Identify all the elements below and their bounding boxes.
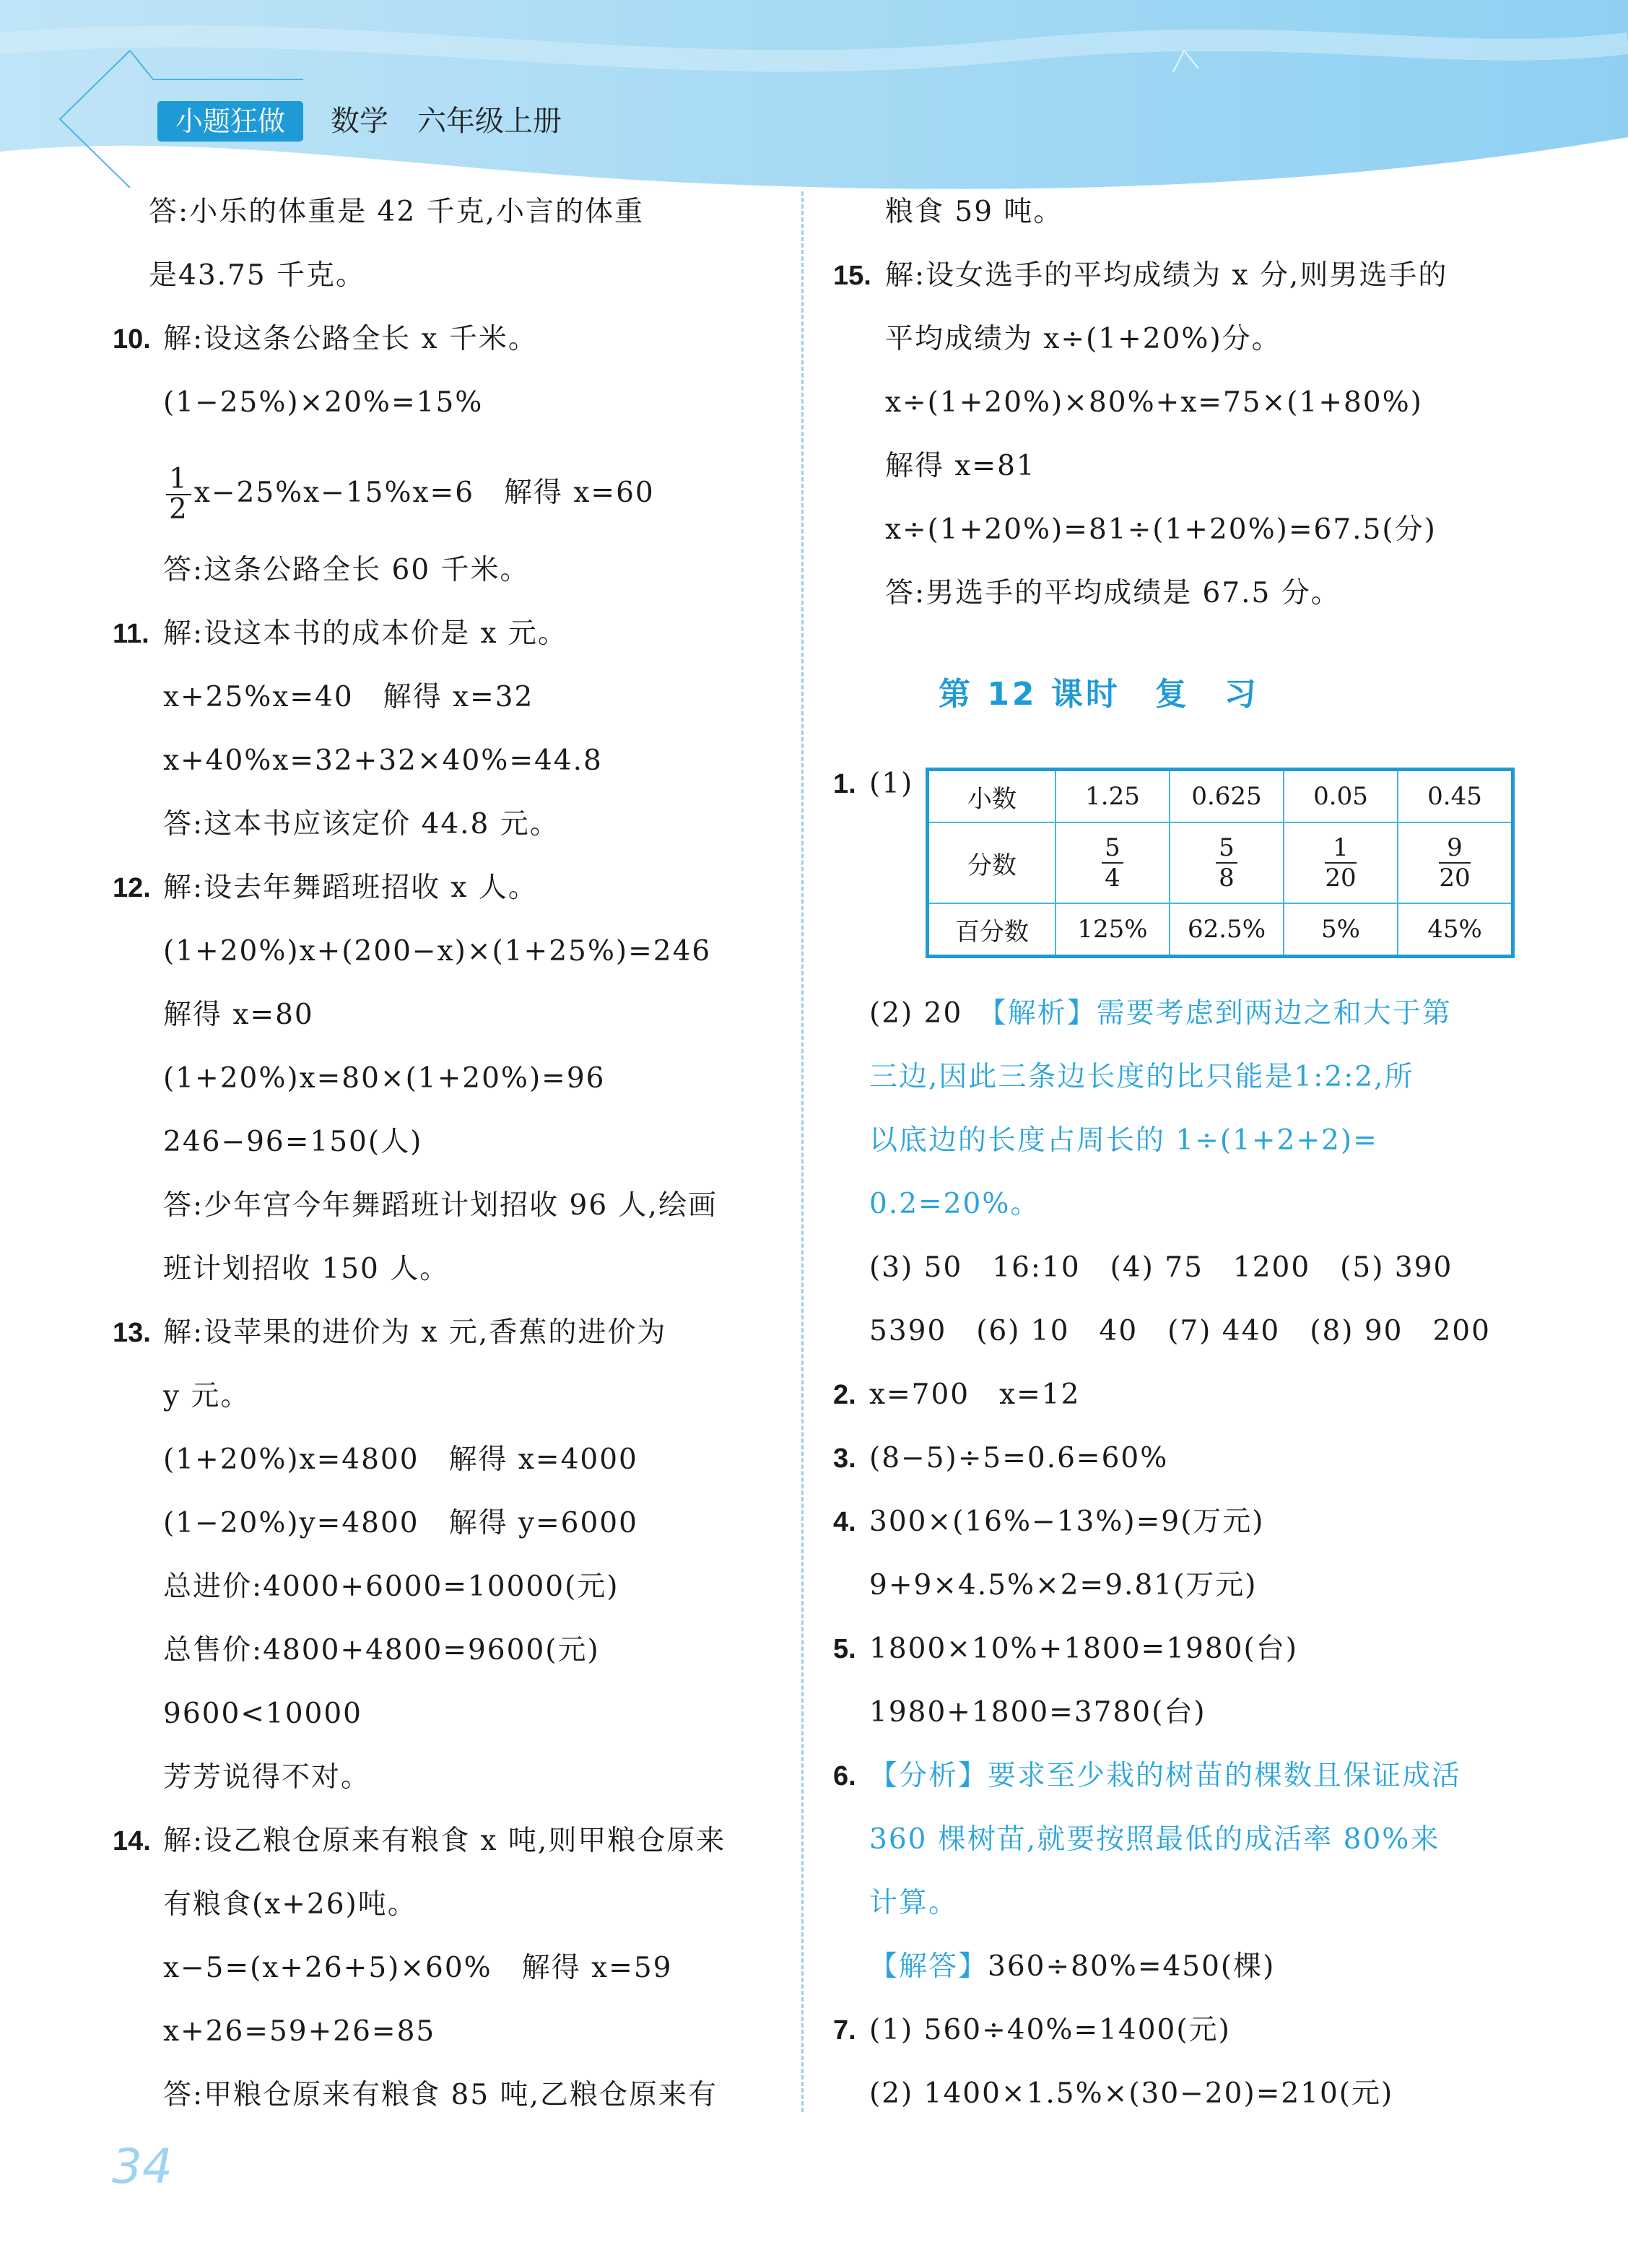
answer-line [163,930,711,973]
answer-text: 解:设女选手的平均成绩为 x 分,则男选手的 [885,259,1448,292]
answer-text: 246−96=150(人) [163,1126,423,1158]
answer-line [885,445,1036,488]
section-heading: 第 12 课时 复 习 [939,676,1259,713]
answer-text: (1+20%)x=80×(1+20%)=96 [163,1062,606,1095]
answer-text: x+25%x=40 解得 x=32 [163,681,534,713]
book-title: 数学 六年级上册 [331,105,562,138]
answer-line [885,191,1063,234]
answer-text: x−5=(x+26+5)×60% 解得 x=59 [163,1952,673,1984]
answer-line [163,994,314,1037]
answer-text: 答:少年宫今年舞蹈班计划招收 96 人,绘画 [163,1189,718,1222]
numerator: 5 [1216,833,1237,864]
table-row [928,903,1513,957]
series-badge: 小题狂做 [157,101,303,142]
row-header: 小数 [928,770,1056,823]
answer-line [163,1375,250,1418]
answer-line [163,803,560,846]
answer-text: (1+20%)x=4800 解得 x=4000 [163,1443,638,1476]
answer-line [163,1248,449,1291]
answer-line [163,2074,718,2117]
answer-text: 解:设乙粮仓原来有粮食 x 吨,则甲粮仓原来 [163,1825,726,1857]
answer-text: 5390 (6) 10 40 (7) 440 (8) 90 200 [869,1315,1491,1347]
table-row [928,770,1513,823]
answer-text: (8−5)÷5=0.6=60% [869,1442,1169,1474]
answer-text: x+26=59+26=85 [163,2015,436,2048]
answer-text: 芳芳说得不对。 [163,1761,371,1794]
answer-text: (1) 560÷40%=1400(元) [869,2014,1231,2046]
table-cell [1055,822,1170,903]
table-cell [1398,822,1513,903]
question-number: 5. [833,1634,856,1664]
answer-line [163,1311,666,1355]
question-number: 3. [833,1443,856,1474]
analysis-text: 【解答】 [869,1950,988,1983]
answer-text: 解:设去年舞蹈班招收 x 人。 [163,872,538,904]
answer-text: y 元。 [163,1380,251,1412]
answer-line [869,1628,1298,1671]
answer-line [163,1756,370,1799]
answer-text: 答:这条公路全长 60 千米。 [163,554,530,586]
answer-line [149,254,365,297]
question-number: 11. [113,619,149,649]
answer-text: x+40%x=32+32×40%=44.8 [163,744,603,777]
table-cell: 0.05 [1284,770,1398,823]
table-cell: 0.625 [1170,770,1284,823]
fraction [1216,833,1237,892]
answer-text: 解:设这条公路全长 x 千米。 [163,323,538,355]
answer-line [885,381,1423,425]
question-number: 10. [113,324,151,355]
answer-text: 300×(16%−13%)=9(万元) [869,1506,1265,1538]
answer-text: 总进价:4000+6000=10000(元) [163,1570,619,1603]
question-number: 4. [833,1507,856,1537]
answer-line [163,318,538,361]
analysis-text: 0.2=20%。 [869,1188,1040,1220]
answer-text: 1800×10%+1800=1980(台) [869,1633,1298,1665]
answer-line [869,1755,1461,1798]
answer-line [163,1057,606,1100]
denominator: 20 [1325,864,1357,892]
answer-text: 答:小乐的体重是 42 千克,小言的体重 [149,196,644,228]
denominator: 2 [169,493,188,526]
answer-text: 解得 x=80 [163,999,314,1031]
numerator: 1 [1325,833,1356,864]
answer-line [869,1373,1080,1417]
table-cell: 62.5% [1170,903,1284,957]
answer-text: 9+9×4.5%×2=9.81(万元) [869,1569,1258,1602]
answer-line [163,1693,362,1736]
conversion-table [926,768,1515,958]
answer-text: x÷(1+20%)×80%+x=75×(1+80%) [885,386,1423,419]
answer-line [163,1121,422,1164]
analysis-text: 360 棵树苗,就要按照最低的成活率 80%来 [869,1823,1440,1856]
answer-line [869,1500,1265,1544]
column-divider [801,191,804,2112]
answer-line [163,1820,726,1863]
fraction [1102,833,1123,892]
answer-text: x=700 x=12 [869,1378,1081,1411]
answer-line [885,254,1448,297]
answer-line [869,1183,1040,1226]
answer-line [163,676,534,719]
question-number: 1. [833,769,856,799]
answer-line [869,1818,1440,1861]
answer-line [163,1502,638,1545]
answer-line [885,572,1341,615]
analysis-text: 【解析】需要考虑到两边之和大于第 [992,997,1452,1030]
answer-text: 是43.75 千克。 [149,259,366,292]
answer-line [163,866,538,910]
answer-line [163,381,483,425]
analysis-text: 以底边的长度占周长的 1÷(1+2+2)= [869,1124,1378,1157]
answer-line [869,2009,1231,2052]
answer-line [163,549,530,592]
answer-text: 粮食 59 吨。 [885,196,1063,228]
page-number: 34 [112,2139,173,2194]
answer-line [149,191,644,234]
denominator: 8 [1219,864,1235,892]
answer-text: x÷(1+20%)=81÷(1+20%)=67.5(分) [885,513,1437,546]
answer-line [885,318,1281,361]
answer-line [163,1184,718,1228]
answer-text: (2) 1400×1.5%×(30−20)=210(元) [869,2077,1394,2110]
question-number: 13. [113,1318,151,1348]
answer-text: (1) [869,768,914,800]
answer-text: 答:这本书应该定价 44.8 元。 [163,808,560,840]
table-row [928,822,1513,903]
answer-line [869,1119,1378,1163]
table-cell: 1.25 [1055,770,1170,823]
table-cell: 0.45 [1398,770,1513,823]
answer-line [869,992,1452,1035]
answer-line [163,1947,672,1990]
fraction [1439,833,1470,892]
answer-text: 总售价:4800+4800=9600(元) [163,1634,600,1667]
answer-text: 平均成绩为 x÷(1+20%)分。 [885,323,1281,355]
answer-line [869,1246,1453,1290]
table-cell: 5% [1284,903,1398,957]
answer-text: 9600<10000 [163,1698,362,1730]
row-header: 分数 [928,822,1056,903]
question-number: 14. [113,1826,151,1856]
answer-line [163,2010,435,2054]
answer-line [869,762,913,806]
answer-text: (3) 50 16:10 (4) 75 1200 (5) 390 [869,1251,1453,1284]
analysis-text: 计算。 [869,1887,959,1919]
question-number: 12. [113,873,151,903]
table-cell: 45% [1398,903,1513,957]
numerator: 1 [166,465,191,495]
answer-text: 解:设苹果的进价为 x 元,香蕉的进价为 [163,1316,667,1349]
answer-line [869,1945,1275,1989]
question-number: 6. [833,1761,856,1791]
answer-line [163,1629,600,1672]
question-number: 2. [833,1380,856,1410]
answer-text: (1+20%)x+(200−x)×(1+25%)=246 [163,935,712,968]
fraction [166,465,191,524]
question-number: 7. [833,2015,856,2046]
answer-text: (1−20%)y=4800 解得 y=6000 [163,1507,638,1539]
answer-text: 班计划招收 150 人。 [163,1253,450,1285]
answer-line [163,465,655,524]
numerator: 5 [1102,833,1123,864]
answer-line [163,1565,619,1609]
table-cell [1284,822,1398,903]
answer-text: 解:设这本书的成本价是 x 元。 [163,617,567,650]
answer-text: (2) 20 [869,997,993,1030]
answer-line [163,612,567,656]
question-number: 15. [833,261,871,291]
table-cell [1170,822,1284,903]
answer-text: x−25%x−15%x=6 解得 x=60 [193,477,655,509]
answer-line [869,1310,1491,1353]
answer-text: 答:甲粮仓原来有粮食 85 吨,乙粮仓原来有 [163,2079,718,2111]
numerator: 9 [1439,833,1470,864]
answer-line [885,508,1437,552]
answer-text: 解得 x=81 [885,450,1036,482]
denominator: 20 [1439,864,1471,892]
answer-line [869,2072,1393,2116]
fraction [1325,833,1356,892]
answer-text: 答:男选手的平均成绩是 67.5 分。 [885,577,1341,609]
answer-text: 360÷80%=450(棵) [988,1950,1276,1983]
answer-line [163,1883,417,1926]
row-header: 百分数 [928,903,1056,957]
answer-line [163,739,603,783]
answer-line [869,1691,1206,1734]
answer-line [869,1056,1414,1099]
answer-line [869,1564,1258,1607]
answer-text: 有粮食(x+26)吨。 [163,1888,417,1921]
analysis-text: 【分析】要求至少栽的树苗的棵数且保证成活 [869,1760,1462,1792]
denominator: 4 [1105,864,1120,892]
answer-line [869,1437,1168,1480]
answer-line [869,1882,958,1925]
analysis-text: 三边,因此三条边长度的比只能是1:2:2,所 [869,1061,1414,1093]
answer-text: (1−25%)×20%=15% [163,386,484,419]
table-cell: 125% [1055,903,1170,957]
answer-line [163,1438,638,1482]
answer-text: 1980+1800=3780(台) [869,1696,1206,1729]
